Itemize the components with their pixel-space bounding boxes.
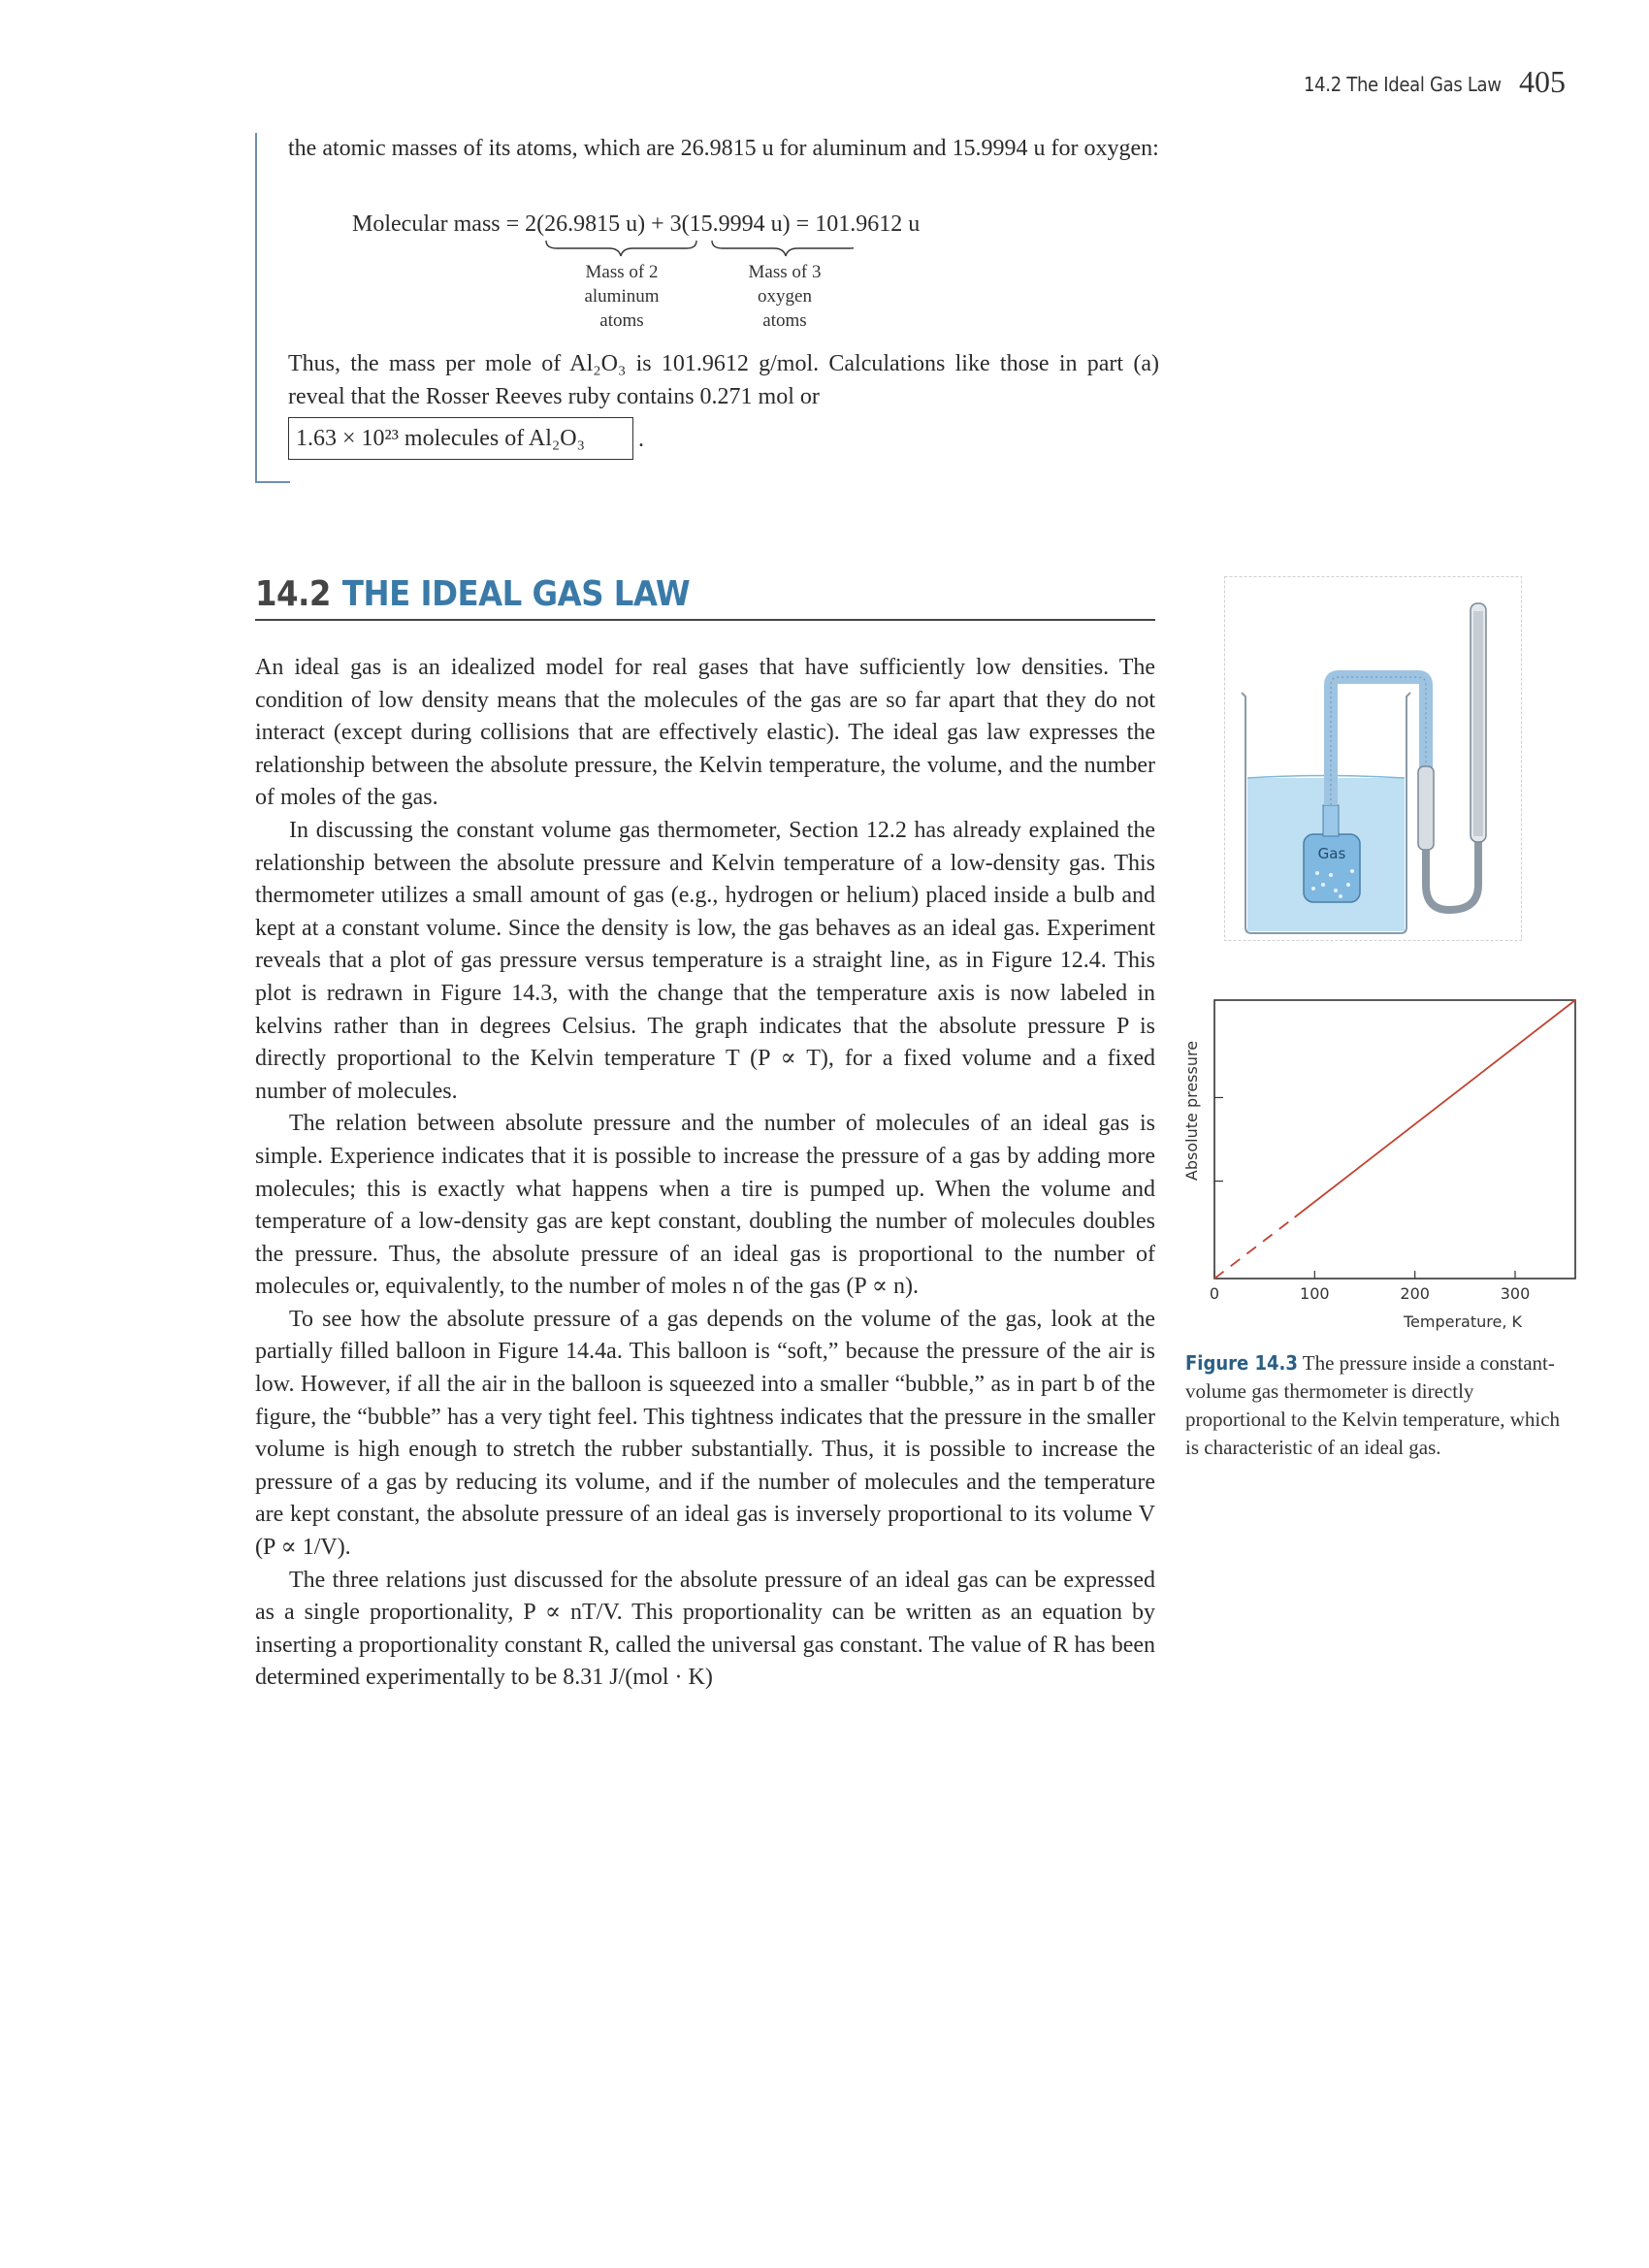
x-tick-label: 100 [1300, 1284, 1330, 1303]
x-tick-label: 200 [1400, 1284, 1430, 1303]
x-axis-label: Temperature, K [1403, 1312, 1523, 1331]
paragraph: In discussing the constant volume gas thermometer, Section 12.2 has already explained the relationship between the absolute pressure and Kelvin temperature of a low-density gas. This thermometer utilizes a small amount of gas (e.g., hydrogen or helium) placed inside a bulb and kept at a constant volume. Since the density is low, the gas behaves as an ideal gas. Experiment reveals that a plot of gas pressure versus temperature is a straight line, as in Figure 12.4. This plot is redrawn in Figure 14.3, with the change that the temperature axis is now labeled in kelvins rather than in degrees Celsius. The graph indicates that the absolute pressure P is directly proportional to the Kelvin temperature T (P ∝ T), for a fixed volume and a fixed number of molecules. [255, 817, 1155, 1104]
paragraph: To see how the absolute pressure of a gas depends on the volume of the gas, look at the partially filled balloon in Figure 14.4a. This balloon is “soft,” because the pressure of the air is low. However, if all the air in the balloon is squeezed into a smaller “bubble,” as in part b of the figure, the “bubble” has a very tight feel. This tightness indicates that the pressure in the smaller volume is high enough to stretch the rubber substantially. Thus, it is possible to increase the pressure of a gas by reducing its volume, and if the number of molecules and the temperature are kept constant, the absolute pressure of an ideal gas is inversely proportional to its volume V (P ∝ 1/V). [255, 1306, 1155, 1561]
x-tick-label: 0 [1209, 1284, 1220, 1303]
example-sidebar-rule [255, 133, 257, 482]
section-rule [255, 619, 1155, 621]
page-number: 405 [1519, 64, 1566, 99]
brace-label-aluminum: Mass of 2 aluminum atoms [584, 262, 660, 331]
x-tick-label: 300 [1500, 1284, 1531, 1303]
figure-caption [1185, 1349, 1564, 1462]
example-sidebar-foot [255, 481, 290, 483]
gas-thermometer-illustration [1224, 576, 1522, 941]
gas-label: Gas [1317, 845, 1346, 862]
paragraph: An ideal gas is an idealized model for real gases that have sufficiently low densities. The condition of low density means that the molecules of the gas are so far apart that they do not interact (except during collisions that are effectively elastic). The ideal gas law expresses the relationship between the absolute pressure, the Kelvin temperature, the volume, and the number of moles of the gas. [255, 655, 1155, 811]
example-intro: the atomic masses of its atoms, which are 26.9815 u for aluminum and 15.9994 u for oxygen: [288, 136, 1159, 161]
underbraces [543, 239, 854, 262]
molecular-mass-equation: Molecular mass = 2(26.9815 u) + 3(15.9994 u) = 101.9612 u [352, 211, 921, 237]
answer-box: 1.63 × 10²³ molecules of Al₂O₃ [288, 417, 633, 460]
figure-label: Figure 14.3 [1185, 1351, 1298, 1375]
example-conclusion: Thus, the mass per mole of Al₂O₃ is 101.9612 g/mol. Calculations like those in part (a) reveal that the Rosser Reeves ruby contains 0.271 mol or [288, 351, 1159, 409]
section-title: THE IDEAL GAS LAW [341, 574, 691, 614]
running-header-section: 14.2 The Ideal Gas Law [1304, 73, 1502, 96]
section-heading [255, 574, 690, 614]
brace-label-oxygen: Mass of 3 oxygen atoms [748, 262, 822, 331]
answer-period: . [638, 427, 644, 452]
paragraph: The relation between absolute pressure and the number of molecules of an ideal gas is simple. Experience indicates that it is possible to increase the pressure of a gas by adding more molecules; this is exactly what happens when a tire is pumped up. When the volume and temperature of a low-density gas are kept constant, doubling the number of molecules doubles the pressure. Thus, the absolute pressure of an ideal gas is proportional to the number of molecules or, equivalently, to the number of moles n of the gas (P ∝ n). [255, 1111, 1155, 1300]
body-text [255, 652, 1155, 1695]
y-axis-label: Absolute pressure [1182, 1040, 1201, 1182]
figure-caption-text: The pressure inside a constant-volume gas thermometer is directly proportional to the Kelvin temperature, which is characteristic of an ideal gas. [1185, 1351, 1561, 1459]
section-number: 14.2 [255, 574, 331, 614]
pressure-vs-temperature-chart [1174, 994, 1581, 1339]
paragraph: The three relations just discussed for the absolute pressure of an ideal gas can be expressed as a single proportionality, P ∝ nT/V. This proportionality can be written as an equation by inserting a proportionality constant R, called the universal gas constant. The value of R has been determined experimentally to be 8.31 J/(mol · K) [255, 1567, 1155, 1691]
